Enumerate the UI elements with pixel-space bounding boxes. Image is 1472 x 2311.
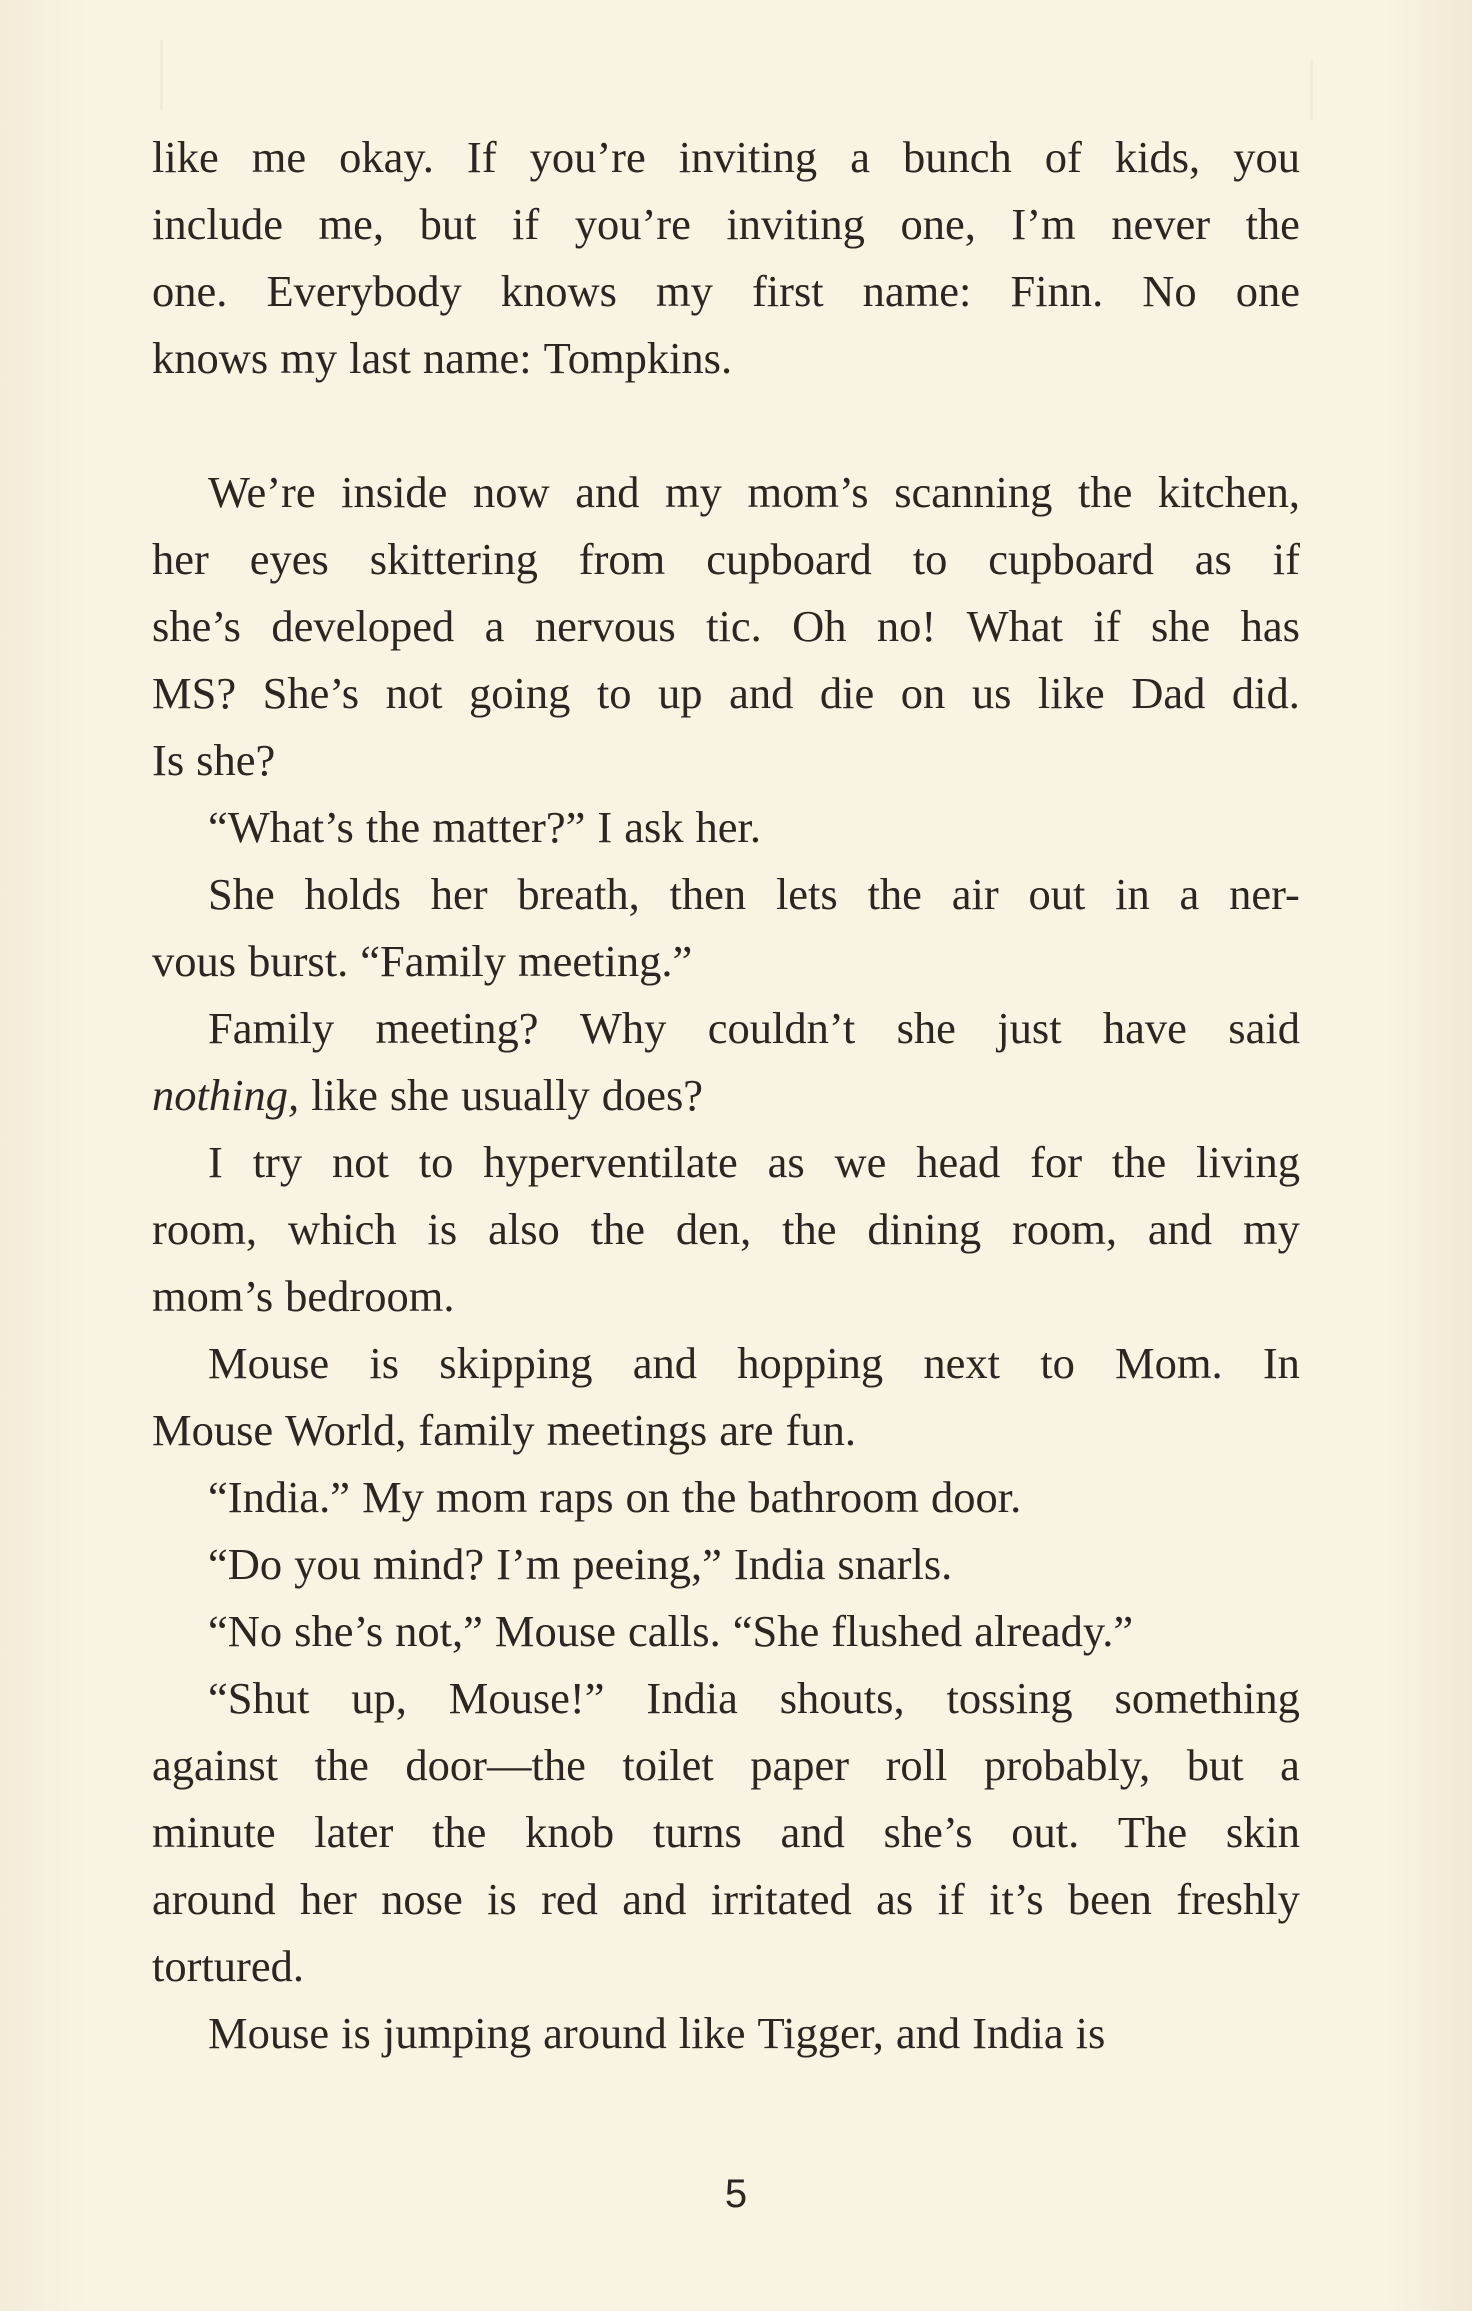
text-line: she’s developed a nervous tic. Oh no! What if she has: [152, 601, 1300, 651]
text-line: “What’s the matter?” I ask her.: [208, 802, 762, 852]
scan-artifact: [1310, 60, 1313, 120]
paragraph: [152, 1665, 1300, 2000]
text-line: “No she’s not,” Mouse calls. “She flushed already.”: [208, 1606, 1134, 1656]
text-line: minute later the knob turns and she’s out. The skin: [152, 1807, 1300, 1857]
text-line: “Shut up, Mouse!” India shouts, tossing something: [208, 1673, 1300, 1723]
text-line: her eyes skittering from cupboard to cupboard as if: [152, 534, 1300, 584]
scan-artifact: [160, 40, 163, 110]
text-line: Mouse is jumping around like Tigger, and India is: [208, 2008, 1106, 2058]
paragraph: [152, 1464, 1300, 1531]
text-line: include me, but if you’re inviting one, I’m never the: [152, 199, 1300, 249]
text-line: vous burst. “Family meeting.”: [152, 936, 693, 986]
text-line: nothing, like she usually does?: [152, 1070, 704, 1120]
paragraph: [152, 794, 1300, 861]
text-line: MS? She’s not going to up and die on us like Dad did.: [152, 668, 1300, 718]
text-line: around her nose is red and irritated as if it’s been freshly: [152, 1874, 1300, 1924]
paragraph: [152, 459, 1300, 794]
text-line: Family meeting? Why couldn’t she just have said: [208, 1003, 1300, 1053]
paragraph: [152, 1129, 1300, 1330]
text-line: Is she?: [152, 735, 276, 785]
paragraph: [152, 995, 1300, 1129]
text-line: She holds her breath, then lets the air out in a ner-: [208, 869, 1300, 919]
text-line: tortured.: [152, 1941, 304, 1991]
text-line: mom’s bedroom.: [152, 1271, 455, 1321]
paragraph: [152, 2000, 1300, 2067]
page-number: 5: [724, 2172, 748, 2216]
text-line: room, which is also the den, the dining room, and my: [152, 1204, 1300, 1254]
text-line: “India.” My mom raps on the bathroom door.: [208, 1472, 1022, 1522]
paragraph: [152, 1598, 1300, 1665]
text-line: We’re inside now and my mom’s scanning the kitchen,: [208, 467, 1300, 517]
text-line: “Do you mind? I’m peeing,” India snarls.: [208, 1539, 953, 1589]
paragraph: [152, 1330, 1300, 1464]
text-line: against the door—the toilet paper roll probably, but a: [152, 1740, 1300, 1790]
page-body-text: [152, 124, 1300, 2067]
paragraph: [152, 124, 1300, 392]
paragraph: [152, 861, 1300, 995]
paragraph: [152, 1531, 1300, 1598]
text-line: one. Everybody knows my first name: Finn. No one: [152, 266, 1300, 316]
text-line: knows my last name: Tompkins.: [152, 333, 733, 383]
text-line: Mouse is skipping and hopping next to Mom. In: [208, 1338, 1300, 1388]
text-line: Mouse World, family meetings are fun.: [152, 1405, 857, 1455]
text-line: like me okay. If you’re inviting a bunch of kids, you: [152, 132, 1300, 182]
paragraph-gap: [152, 392, 1300, 459]
text-line: I try not to hyperventilate as we head for the living: [208, 1137, 1300, 1187]
